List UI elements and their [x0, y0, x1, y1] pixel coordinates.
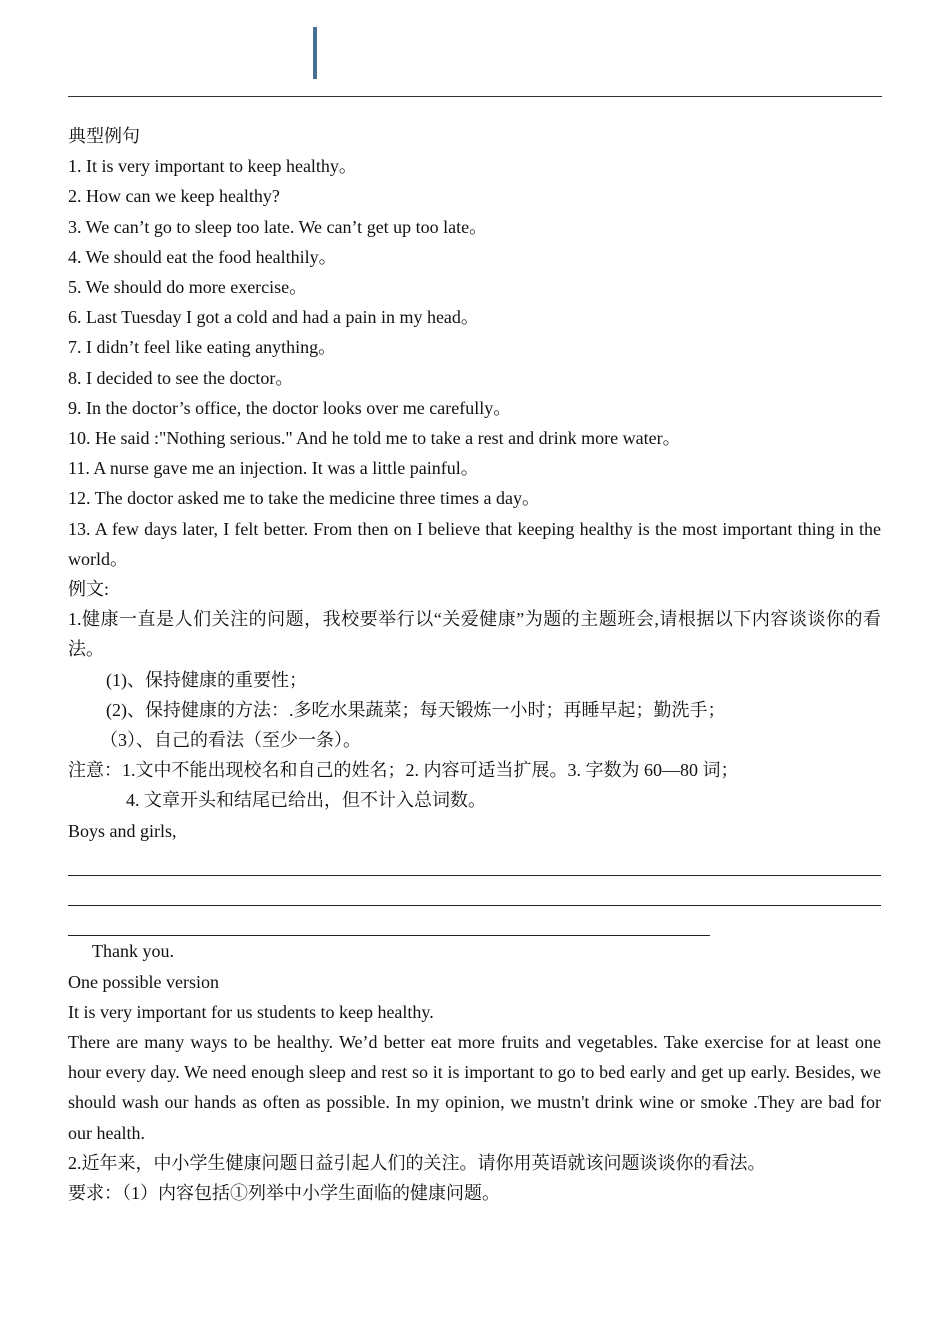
task2-prompt: 2.近年来，中小学生健康问题日益引起人们的关注。请你用英语就该问题谈谈你的看法。: [68, 1152, 766, 1173]
sentence-item: 6. Last Tuesday I got a cold and had a pain in my head。: [68, 307, 479, 328]
answer-blank-line: [68, 876, 881, 906]
header-rule: [68, 96, 882, 97]
sentence-item: 3. We can’t go to sleep too late. We can’t get up too late。: [68, 216, 488, 237]
task1-prompt: 1.健康一直是人们关注的问题，我校要举行以“关爱健康”为题的主题班会,请根据以下内容谈谈你的看法。: [68, 609, 881, 660]
sentence-item: 10. He said :"Nothing serious." And he told me to take a rest and drink more water。: [68, 428, 681, 449]
sentence-item: 8. I decided to see the doctor。: [68, 367, 294, 388]
document-body: [68, 121, 881, 1208]
sentence-item: 7. I didn’t feel like eating anything。: [68, 337, 337, 358]
sentence-item: 1. It is very important to keep healthy。: [68, 156, 357, 177]
version-label: One possible version: [68, 971, 219, 992]
answer-paragraph-2: There are many ways to be healthy. We’d better eat more fruits and vegetables. Take exercise for at least one hour every day. We need enough sleep and rest so it is important to go to bed early and get up early. Besides, we should wash our hands as often as possible. In my opinion, we mustn't drink wine or smoke .They are bad for our health.: [68, 1032, 881, 1143]
sentence-item: 12. The doctor asked me to take the medicine three times a day。: [68, 488, 541, 509]
sentence-list: [68, 151, 881, 574]
sentence-item: 9. In the doctor’s office, the doctor looks over me carefully。: [68, 397, 512, 418]
answer-blank-line: [68, 906, 710, 936]
sentence-item: 5. We should do more exercise。: [68, 277, 308, 298]
answer-blank-line: [68, 846, 881, 876]
task1-greeting: Boys and girls,: [68, 820, 177, 841]
task1-point-1: (1)、保持健康的重要性；: [106, 669, 307, 690]
example-label: 例文:: [68, 579, 110, 600]
task1-closing: Thank you.: [92, 941, 174, 962]
sentence-item: 4. We should eat the food healthily。: [68, 246, 337, 267]
task2-requirement: 要求：（1）内容包括①列举中小学生面临的健康问题。: [68, 1183, 500, 1204]
task1-point-2: (2)、保持健康的方法：.多吃水果蔬菜；每天锻炼一小时；再睡早起；勤洗手；: [106, 699, 726, 720]
answer-paragraph-1: It is very important for us students to keep healthy.: [68, 1001, 434, 1022]
sentence-item: 11. A nurse gave me an injection. It was a little painful。: [68, 458, 479, 479]
task1-note-1: 注意：1.文中不能出现校名和自己的姓名；2. 内容可适当扩展。3. 字数为 60—80 词；: [68, 760, 739, 781]
task1-point-3: （3）、自己的看法（至少一条）。: [100, 730, 361, 751]
header-accent-bar: [313, 27, 317, 79]
sentence-item: 13. A few days later, I felt better. From then on I believe that keeping healthy is the most important thing in the world。: [68, 518, 881, 569]
sentence-item: 2. How can we keep healthy?: [68, 186, 280, 207]
task1-note-2: 4. 文章开头和结尾已给出，但不计入总词数。: [126, 790, 486, 811]
section-title: 典型例句: [68, 126, 140, 146]
